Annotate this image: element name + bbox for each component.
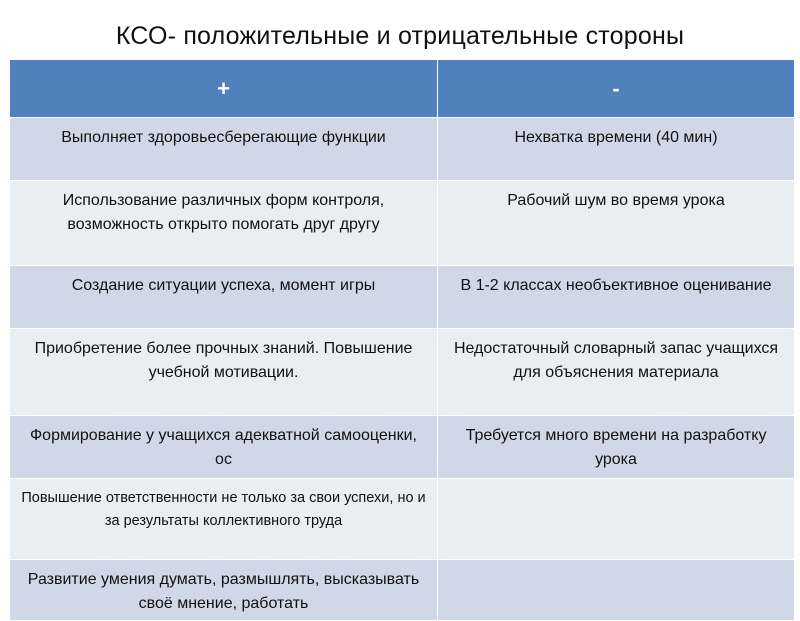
minus-cell: Недостаточный словарный запас учащихся для объяснения материала [438, 329, 795, 416]
table-row [10, 560, 795, 621]
slide-title: КСО- положительные и отрицательные стороны [115, 22, 685, 50]
plus-cell: Использование различных форм контроля, возможность открыто помогать друг другу [10, 181, 438, 266]
header-minus: - [438, 60, 795, 118]
plus-cell: Выполняет здоровьесберегающие функции [10, 118, 438, 181]
plus-cell: Формирование у учащихся адекватной самооценки, ос [10, 416, 438, 479]
table-row [10, 479, 795, 560]
minus-cell: Нехватка времени (40 мин) [438, 118, 795, 181]
table-row [10, 118, 795, 181]
plus-cell: Повышение ответственности не только за свои успехи, но и за результаты коллективного труда [10, 479, 438, 560]
plus-cell: Приобретение более прочных знаний. Повышение учебной мотивации. [10, 329, 438, 416]
pros-cons-table [9, 59, 795, 621]
table-header-row [10, 60, 795, 118]
plus-cell: Развитие умения думать, размышлять, высказывать своё мнение, работать [10, 560, 438, 621]
minus-cell: Рабочий шум во время урока [438, 181, 795, 266]
table-row [10, 416, 795, 479]
plus-cell: Создание ситуации успеха, момент игры [10, 266, 438, 329]
minus-cell: В 1-2 классах необъективное оценивание [438, 266, 795, 329]
minus-cell: Требуется много времени на разработку урока [438, 416, 795, 479]
header-plus: + [10, 60, 438, 118]
minus-cell [438, 479, 795, 560]
table-row [10, 329, 795, 416]
minus-cell [438, 560, 795, 621]
table-row [10, 181, 795, 266]
table-row [10, 266, 795, 329]
